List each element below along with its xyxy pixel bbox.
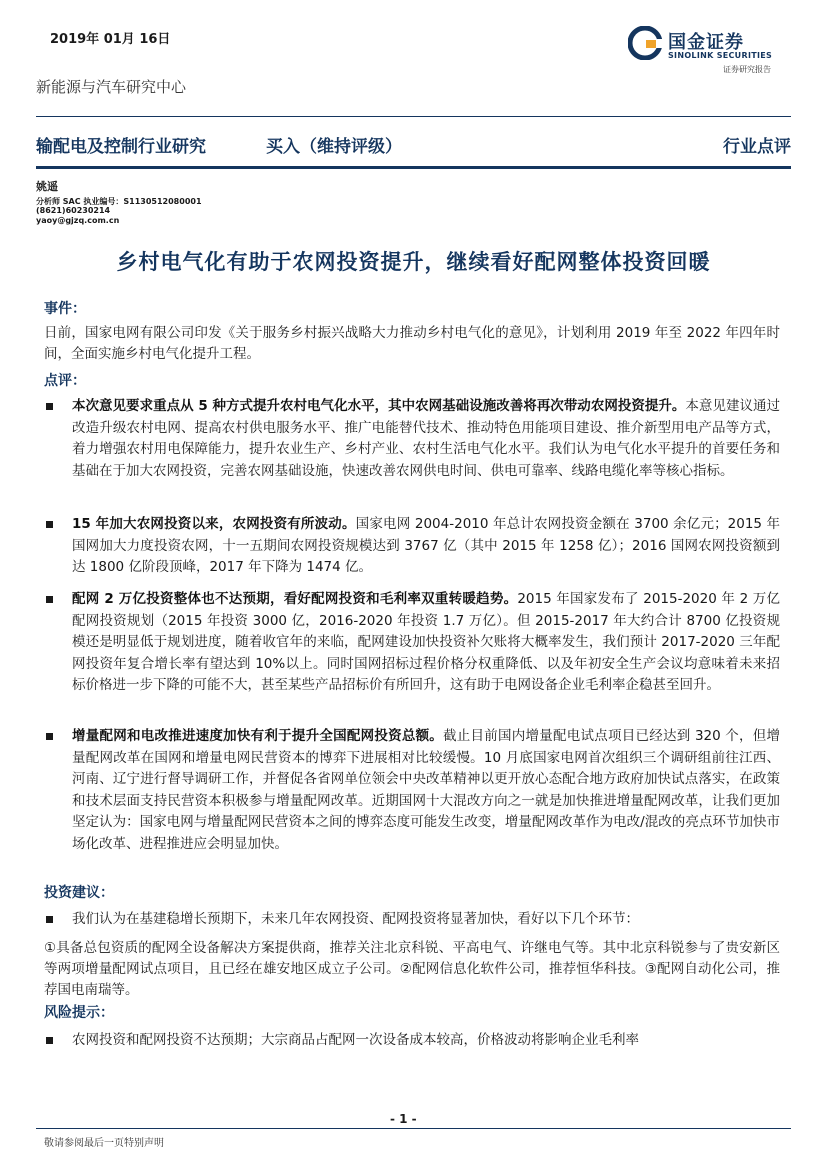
bullet-square-icon (46, 596, 53, 603)
risk-bullet-text: 农网投资和配网投资不达预期；大宗商品占配网一次设备成本较高，价格波动将影响企业毛利率 (72, 1032, 639, 1048)
disclaimer-note: 敬请参阅最后一页特别声明 (44, 1138, 164, 1149)
sinolink-logo-icon (628, 26, 662, 60)
risk-heading: 风险提示： (44, 1005, 114, 1021)
bullet-square-icon (46, 916, 53, 923)
bullet-square-icon (46, 1037, 53, 1044)
analyst-name: 姚遥 (36, 180, 58, 193)
comment-item (44, 514, 780, 579)
event-heading: 事件： (44, 301, 86, 317)
analyst-email[interactable]: yaoy@gjzq.com.cn (36, 216, 120, 225)
report-header (36, 125, 791, 161)
header-rule-bottom (36, 166, 791, 169)
advice-detail: ①具备总包资质的配网全设备解决方案提供商，推荐关注北京科锐、平高电气、许继电气等。其中北京科锐参与了贵安新区等两项增量配网试点项目，且已经在雄安地区成立子公司。②配网信息化软件公司，推荐恒华科技。③配网自动化公司，推荐国电南瑞等。 (44, 940, 780, 998)
comment-item-lead: 配网 2 万亿投资整体也不达预期，看好配网投资和毛利率双重转暖趋势。 (72, 591, 518, 607)
comment-item (44, 589, 780, 697)
research-center: 新能源与汽车研究中心 (36, 78, 187, 96)
comment-item-text: 截止目前国内增量配电试点项目已经达到 320 个，但增量配网改革在国网和增量电网民营资本的博弈下进展相对比较缓慢。10 月底国家电网首次组织三个调研组前往江西、河南、辽宁进行督导调研工作，并督促各省网单位领会中央改革精神以更开放心态配合地方政府加快试点落实，在政策和技术层面支持民营资本积极参与增量配网改革。近期国网十大混改方向之一就是加快推进增量配网改革，让我们更加坚定认为：国家电网与增量配网民营资本之间的博弈态度可能发生改变，增量配网改革作为电改/混改的亮点环节加快市场化改革、进程推进应会明显加快。 (72, 728, 780, 852)
bullet-square-icon (46, 403, 53, 410)
comment-item-text: 国家电网 2004-2010 年总计农网投资金额在 3700 余亿元；2015 年国网加大力度投资农网，十一五期间农网投资规模达到 3767 亿（其中 2015 年 1258 亿）；2016 国网农网投资额到达 1800 亿阶段顶峰，2017 年下降为 1474 亿。 (72, 516, 780, 575)
comment-item-lead: 增量配网和电改推进速度加快有利于提升全国配网投资总额。 (72, 728, 444, 744)
report-type: 行业点评 (723, 137, 791, 157)
comment-item (44, 726, 780, 855)
comment-item (44, 396, 780, 482)
analyst-phone: (8621)60230214 (36, 206, 111, 215)
comment-item-text: 本意见建议通过改造升级农村电网、提高农村供电服务水平、推广电能替代技术、推动特色用能项目建设、推介新型用电产品等方式，着力增强农村用电保障能力，提升农业生产、乡村产业、农村生活电气化水平。我们认为电气化水平提升的首要任务和基础在于加大农网投资，完善农网基础设施，快速改善农网供电时间、供电可靠率、线路电缆化率等核心指标。 (72, 398, 781, 479)
comment-item-text: 2015 年国家发布了 2015-2020 年 2 万亿配网投资规划（2015 年投资 3000 亿，2016-2020 年投资 1.7 万亿）。但 2015-2017 年大约合计 8700 亿投资规模还是明显低于规划进度，随着收官年的来临，配网建设加快投资补欠账将大概率发生，我们预计 2017-2020 三年配网投资年复合增长率有望达到 10%以上。同时国网招标过程价格分权重降低、以及年初安全生产会议均意味着未来招标价格进一步下降的可能不大，甚至某些产品招标价有所回升，这有助于电网设备企业毛利率企稳甚至回升。 (72, 591, 780, 693)
report-date: 2019年 01月 16日 (50, 32, 171, 47)
footer-rule (36, 1128, 791, 1129)
advice-item (44, 909, 780, 931)
brand-name-en: SINOLINK SECURITIES (668, 51, 773, 60)
brand-subtitle: 证券研究报告 (723, 65, 771, 74)
analyst-license: 分析师 SAC 执业编号：S1130512080001 (36, 197, 202, 206)
comment-item-lead: 本次意见要求重点从 5 种方式提升农村电气化水平，其中农网基础设施改善将再次带动农网投资提升。 (72, 398, 686, 414)
advice-bullet-text: 我们认为在基建稳增长预期下，未来几年农网投资、配网投资将显著加快，看好以下几个环节： (72, 911, 639, 927)
page-number: - 1 - (390, 1112, 417, 1126)
brand-logo (628, 24, 788, 76)
industry-title: 输配电及控制行业研究 (36, 137, 206, 157)
bullet-square-icon (46, 521, 53, 528)
advice-heading: 投资建议： (44, 885, 114, 901)
comment-heading: 点评： (44, 373, 86, 389)
report-title: 乡村电气化有助于农网投资提升，继续看好配网整体投资回暖 (116, 250, 711, 274)
risk-item (44, 1030, 780, 1052)
brand-name: 国金证券 (668, 32, 744, 53)
rating-label: 买入（维持评级） (266, 137, 402, 157)
event-text: 日前，国家电网有限公司印发《关于服务乡村振兴战略大力推动乡村电气化的意见》，计划利用 2019 年至 2022 年四年时间，全面实施乡村电气化提升工程。 (44, 325, 780, 362)
header-rule-top (36, 116, 791, 117)
comment-item-lead: 15 年加大农网投资以来，农网投资有所波动。 (72, 516, 356, 532)
bullet-square-icon (46, 733, 53, 740)
